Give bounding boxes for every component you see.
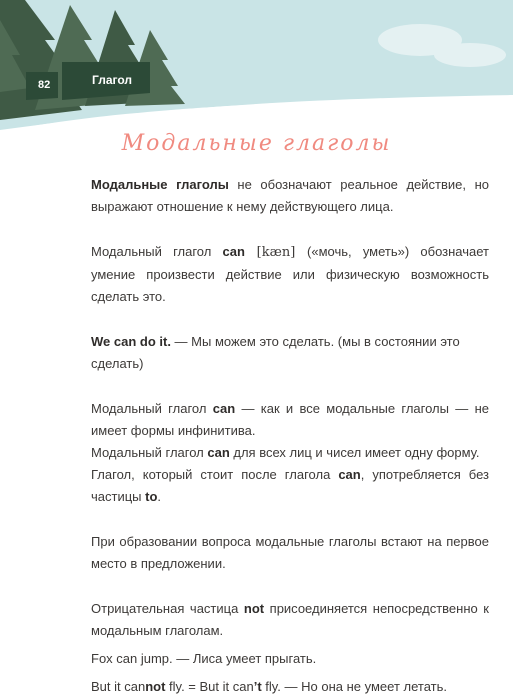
text: При образовании вопроса модальные глаголы встают на первое место в предложении. xyxy=(91,534,489,571)
text: для всех лиц и чисел имеет одну форму. xyxy=(229,445,480,460)
text: («мочь, уметь») обозначает умение произвести действие или физическую возможность сделать это. xyxy=(91,244,489,304)
content-body xyxy=(91,174,489,698)
example-text: fly. = But it can xyxy=(165,679,254,694)
keyword: to xyxy=(145,489,158,504)
text: . xyxy=(157,489,162,504)
text: присоединяется непосредственно к модальным глаголам. xyxy=(91,601,489,638)
keyword: can xyxy=(212,401,236,416)
text: , употребляется без частицы xyxy=(91,467,489,504)
keyword: not xyxy=(243,601,265,616)
text: Модальный глагол xyxy=(91,401,213,416)
paragraph xyxy=(91,531,489,575)
text: Модальный глагол xyxy=(91,445,208,460)
forest-illustration xyxy=(0,0,513,140)
paragraph xyxy=(91,598,489,642)
text: Глагол, который стоит после глагола xyxy=(91,467,339,482)
example-bold: We can do it. xyxy=(91,334,171,349)
keyword: can xyxy=(207,445,230,460)
term-bold: Модальные глаголы xyxy=(91,177,229,192)
paragraph xyxy=(91,676,489,698)
keyword: ’t xyxy=(253,679,262,694)
example-text: Fox can jump. — Лиса умеет прыгать. xyxy=(91,651,317,666)
text: — Мы можем это сделать. (мы в состоянии это сделать) xyxy=(91,334,460,371)
paragraph xyxy=(91,648,489,670)
text: не обозначают реальное действие, но выражают отношение к нему действующего лица. xyxy=(91,177,489,214)
text: Модальный глагол xyxy=(91,244,223,259)
example-text: But it can xyxy=(91,679,146,694)
page-number: 82 xyxy=(38,79,51,91)
paragraph xyxy=(91,398,489,442)
paragraph xyxy=(91,442,489,464)
keyword: not xyxy=(145,679,166,694)
example-text: fly. — Но она не умеет летать. xyxy=(261,679,448,694)
section-label: Глагол xyxy=(92,73,132,87)
paragraph xyxy=(91,464,489,508)
keyword: can xyxy=(222,244,245,259)
paragraph xyxy=(91,331,489,375)
page-header xyxy=(0,0,513,140)
text: — как и все модальные глаголы — не имеет формы инфинитива. xyxy=(91,401,489,438)
text: Отрицательная частица xyxy=(91,601,244,616)
transcription: [kæn] xyxy=(244,245,308,260)
paragraph xyxy=(91,241,489,308)
paragraph xyxy=(91,174,489,218)
keyword: can xyxy=(338,467,361,482)
page-title: Модальные глаголы xyxy=(121,131,392,156)
